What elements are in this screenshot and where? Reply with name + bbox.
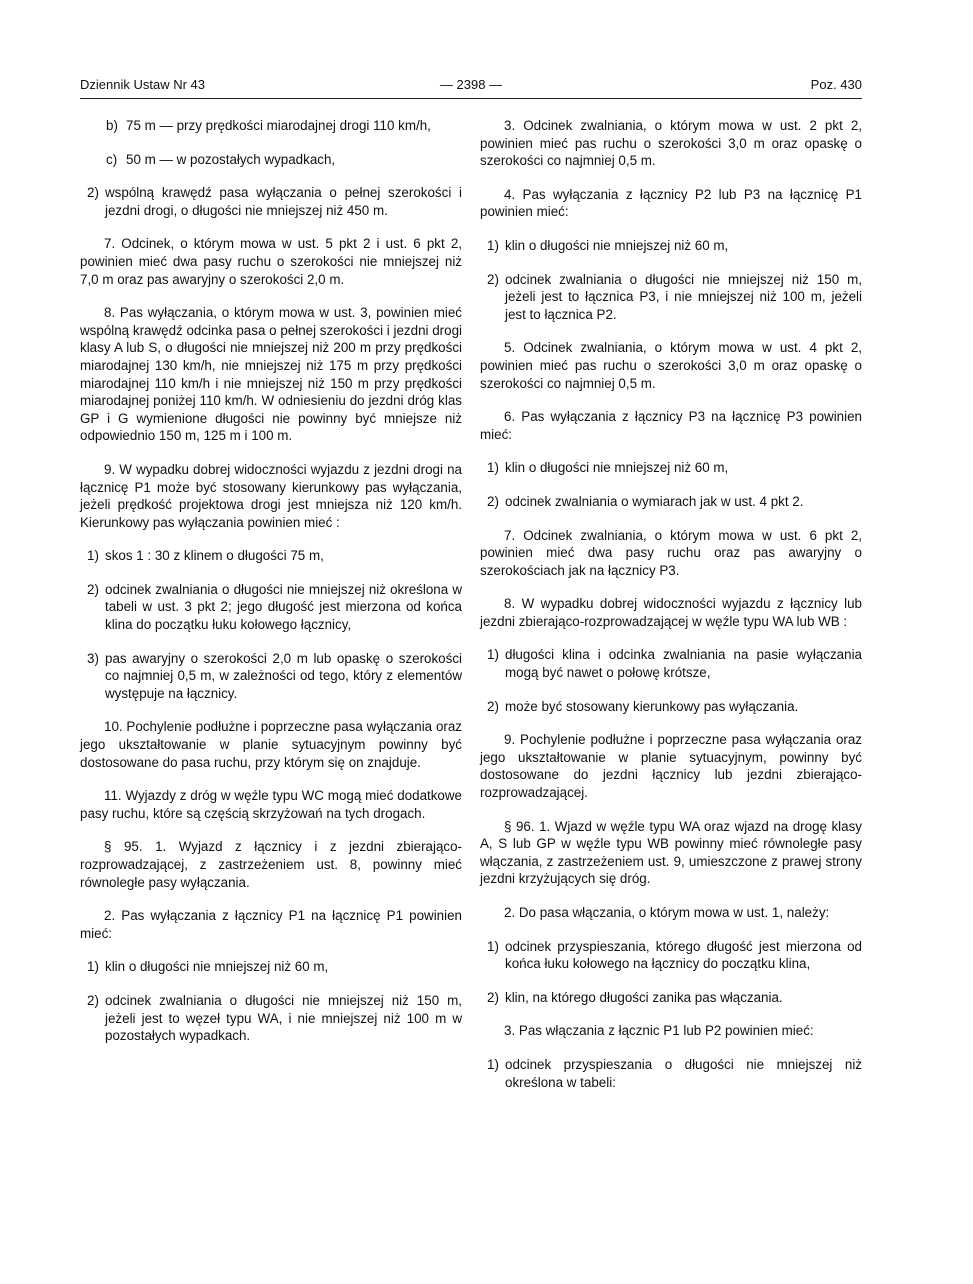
list-text: klin o długości nie mniejszej niż 60 m, xyxy=(505,460,729,476)
right-list-item xyxy=(480,1056,862,1091)
list-text: może być stosowany kierunkowy pas wyłączania. xyxy=(505,698,799,714)
left-paragraph: 2. Pas wyłączania z łącznicy P1 na łącznicę P1 powinien mieć: xyxy=(80,908,462,941)
right-list-item xyxy=(480,938,862,973)
right-paragraph: 8. W wypadku dobrej widoczności wyjazdu z łącznicy lub jezdni zbierająco-rozprowadzającej w węźle typu WA lub WB : xyxy=(480,596,862,629)
header-rule xyxy=(80,98,862,99)
list-number: 2) xyxy=(487,989,499,1005)
position-number: Poz. 430 xyxy=(810,77,862,92)
page-number: — 2398 — xyxy=(439,77,503,92)
list-number: 1) xyxy=(487,237,499,253)
list-number: 1) xyxy=(487,938,499,954)
list-number: 3) xyxy=(87,650,99,666)
right-paragraph: 4. Pas wyłączania z łącznicy P2 lub P3 na łącznicę P1 powinien mieć: xyxy=(480,186,862,220)
list-number: 2) xyxy=(87,992,99,1008)
list-number: b) xyxy=(106,118,118,133)
right-paragraph: 5. Odcinek zwalniania, o którym mowa w ust. 4 pkt 2, powinien mieć pas ruchu o szerokości 3,0 m oraz opaskę o szerokości co najmniej 0,5 m. xyxy=(480,340,862,391)
list-text: odcinek przyspieszania, którego długość jest mierzona od końca łuku kołowego na łącznicy do początku klina, xyxy=(505,938,862,972)
list-text: klin o długości nie mniejszej niż 60 m, xyxy=(505,237,729,253)
left-list-item xyxy=(80,581,462,634)
right-column xyxy=(480,117,862,1107)
left-paragraph: 8. Pas wyłączania, o którym mowa w ust. 3, powinien mieć wspólną krawędź odcinka pasa o pełnej szerokości i jezdni drogi klasy A lub S, o długości nie mniejszej niż 200 m przy prędkości miarodajnej 130 km/h, nie mniejszej niż 175 m przy prędkości miarodajnej 110 km/h i nie mniejszej niż 150 m przy prędkości miarodajnej poniżej 110 km/h. W odniesieniu do jezdni dróg klas GP i G wymienione długości nie powinny być mniejsze niż odpowiednio 150 m, 125 m i 100 m. xyxy=(80,305,462,444)
left-paragraph: § 95. 1. Wyjazd z łącznicy i z jezdni zbierająco-rozprowadzającej, z zastrzeżeniem ust. 8, powinny mieć równoległe pasy wyłączania. xyxy=(80,839,462,890)
right-list-item xyxy=(480,271,862,324)
list-text: klin o długości nie mniejszej niż 60 m, xyxy=(105,959,329,975)
list-number: 1) xyxy=(87,959,99,975)
right-list-item xyxy=(480,646,862,681)
page-header xyxy=(80,77,862,97)
list-text: odcinek zwalniania o długości nie mniejszej niż 150 m, jeżeli jest to węzeł typu WA, i nie mniejszej niż 100 m w pozostałych wypadkach. xyxy=(105,992,462,1044)
right-list-item xyxy=(480,493,862,511)
left-paragraph: 9. W wypadku dobrej widoczności wyjazdu z jezdni drogi na łącznicę P1 może być stosowany kierunkowy pas wyłączania, jeżeli prędkość projektowa drogi jest mniejsza niż 120 km/h. Kierunkowy pas wyłączania powinien mieć : xyxy=(80,461,462,530)
right-list-item xyxy=(480,459,862,477)
list-text: skos 1 : 30 z klinem o długości 75 m, xyxy=(105,548,324,564)
left-paragraph: 7. Odcinek, o którym mowa w ust. 5 pkt 2 i ust. 6 pkt 2, powinien mieć dwa pasy ruchu o szerokości nie mniejszej niż 7,0 m oraz pas awaryjny o szerokości 2,0 m. xyxy=(80,236,462,287)
list-text: 75 m — przy prędkości miarodajnej drogi 110 km/h, xyxy=(126,118,431,133)
list-number: 1) xyxy=(87,548,99,564)
right-list-item xyxy=(480,698,862,716)
left-column xyxy=(80,117,462,1061)
list-number: 2) xyxy=(487,698,499,714)
left-list-item xyxy=(80,992,462,1045)
list-text: 50 m — w pozostałych wypadkach, xyxy=(126,151,336,167)
list-text: odcinek zwalniania o długości nie mniejszej niż 150 m, jeżeli jest to łącznica P3, i nie mniejszej niż 100 m, jeżeli jest to łącznica P2. xyxy=(505,271,862,322)
list-text: wspólną krawędź pasa wyłączania o pełnej szerokości i jezdni drogi, o długości nie mniejszej niż 450 m. xyxy=(105,185,462,218)
list-text: długości klina i odcinka zwalniania na pasie wyłączania mogą być nawet o połowę krótsze, xyxy=(505,647,862,681)
list-text: odcinek przyspieszania o długości nie mniejszej niż określona w tabeli: xyxy=(505,1056,862,1090)
left-paragraph: 10. Pochylenie podłużne i poprzeczne pasa wyłączania oraz jego ukształtowanie w planie sytuacyjnym powinny być dostosowane do pasa ruchu, przy którym się on znajduje. xyxy=(80,719,462,770)
list-number: 1) xyxy=(487,647,499,663)
list-number: 2) xyxy=(87,185,99,201)
right-list-item xyxy=(480,989,862,1007)
right-paragraph: 6. Pas wyłączania z łącznicy P3 na łącznicę P3 powinien mieć: xyxy=(480,409,862,442)
list-number: 1) xyxy=(487,460,499,476)
left-paragraph: 11. Wyjazdy z dróg w węźle typu WC mogą mieć dodatkowe pasy ruchu, które są częścią skrzyżowań na tych drogach. xyxy=(80,788,462,821)
right-paragraph: § 96. 1. Wjazd w węźle typu WA oraz wjazd na drogę klasy A, S lub GP w węźle typu WB powinny mieć równoległe pasy włączania, z zastrzeżeniem ust. 9, umieszczone z prawej strony jezdni krzyżujących się dróg. xyxy=(480,818,862,887)
left-list-item xyxy=(80,184,462,219)
list-number: 2) xyxy=(487,271,499,287)
list-number: 2) xyxy=(487,493,499,509)
left-list-item xyxy=(80,117,462,135)
left-list-item xyxy=(80,650,462,703)
list-text: odcinek zwalniania o długości nie mniejszej niż określona w tabeli w ust. 3 pkt 2; jego długość jest mierzona od końca klina do początku łuku kołowego łącznicy, xyxy=(105,581,462,633)
left-list-item xyxy=(80,547,462,565)
right-paragraph: 3. Pas włączania z łącznic P1 lub P2 powinien mieć: xyxy=(504,1023,814,1039)
list-text: odcinek zwalniania o wymiarach jak w ust. 4 pkt 2. xyxy=(505,493,804,509)
journal-title: Dziennik Ustaw Nr 43 xyxy=(80,77,205,92)
left-list-item xyxy=(80,958,462,976)
right-paragraph: 7. Odcinek zwalniania, o którym mowa w ust. 6 pkt 2, powinien mieć dwa pasy ruchu oraz pas awaryjny o szerokościach jak na łącznicy P3. xyxy=(480,527,862,578)
list-text: pas awaryjny o szerokości 2,0 m lub opaskę o szerokości co najmniej 0,5 m, w zależności od tego, który z elementów występuje na łącznicy. xyxy=(105,650,462,701)
list-number: 2) xyxy=(87,581,99,597)
left-list-item xyxy=(80,151,462,169)
right-paragraph: 2. Do pasa włączania, o którym mowa w ust. 1, należy: xyxy=(504,905,830,920)
list-number: c) xyxy=(106,151,118,167)
right-paragraph: 3. Odcinek zwalniania, o którym mowa w ust. 2 pkt 2, powinien mieć pas ruchu o szerokości 3,0 m oraz opaskę o szerokości co najmniej 0,5 m. xyxy=(480,118,862,169)
right-list-item xyxy=(480,237,862,255)
list-number: 1) xyxy=(487,1056,499,1072)
right-paragraph: 9. Pochylenie podłużne i poprzeczne pasa wyłączania oraz jego ukształtowanie w planie sytuacyjnym, powinny być dostosowane do jezdni łącznicy lub jezdni zbierająco-rozprowadzającej. xyxy=(480,732,862,801)
list-text: klin, na którego długości zanika pas włączania. xyxy=(505,989,783,1005)
